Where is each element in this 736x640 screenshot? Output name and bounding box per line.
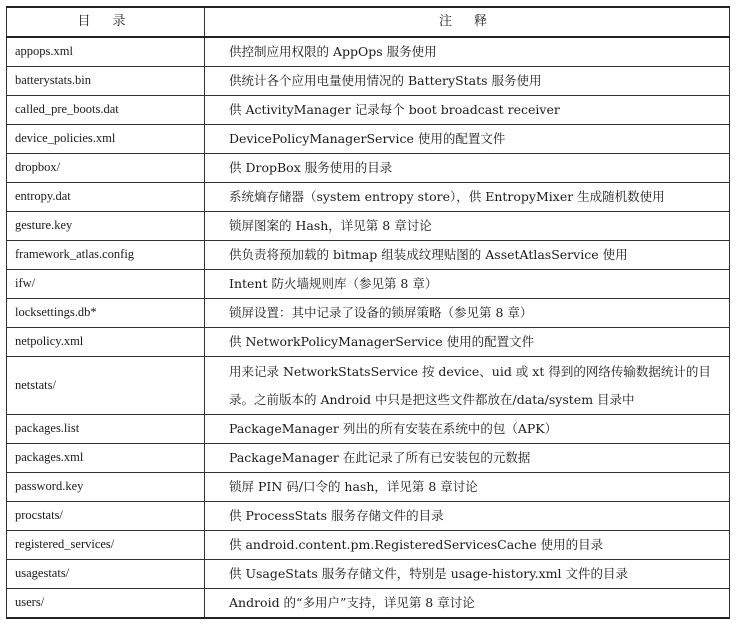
row-note: 用来记录 NetworkStatsService 按 device、uid 或 xt 得到的网络传输数据统计的目录。之前版本的 Android 中只是把这些文件都放在/data/system 目录中 bbox=[205, 357, 730, 415]
row-name: batterystats.bin bbox=[7, 67, 205, 96]
table-row bbox=[7, 270, 730, 299]
row-note: Android 的“多用户”支持，详见第 8 章讨论 bbox=[205, 589, 730, 619]
row-note: 供 ProcessStats 服务存储文件的目录 bbox=[205, 502, 730, 531]
table-row bbox=[7, 299, 730, 328]
row-name: packages.list bbox=[7, 415, 205, 444]
row-name: ifw/ bbox=[7, 270, 205, 299]
row-name: called_pre_boots.dat bbox=[7, 96, 205, 125]
table-row bbox=[7, 560, 730, 589]
row-note: PackageManager 在此记录了所有已安装包的元数据 bbox=[205, 444, 730, 473]
row-name: locksettings.db* bbox=[7, 299, 205, 328]
row-note: 供 ActivityManager 记录每个 boot broadcast receiver bbox=[205, 96, 730, 125]
row-name: dropbox/ bbox=[7, 154, 205, 183]
row-name: gesture.key bbox=[7, 212, 205, 241]
row-note: 供 NetworkPolicyManagerService 使用的配置文件 bbox=[205, 328, 730, 357]
table-row bbox=[7, 96, 730, 125]
table-row bbox=[7, 328, 730, 357]
row-note: 锁屏 PIN 码/口令的 hash，详见第 8 章讨论 bbox=[205, 473, 730, 502]
table-row bbox=[7, 357, 730, 415]
row-name: netstats/ bbox=[7, 357, 205, 415]
row-note: DevicePolicyManagerService 使用的配置文件 bbox=[205, 125, 730, 154]
directory-table bbox=[6, 6, 730, 619]
row-note: 系统熵存储器（system entropy store），供 EntropyMixer 生成随机数使用 bbox=[205, 183, 730, 212]
header-directory: 目录 bbox=[7, 7, 205, 37]
table-row bbox=[7, 183, 730, 212]
row-note: 锁屏设置：其中记录了设备的锁屏策略（参见第 8 章） bbox=[205, 299, 730, 328]
row-note: 供统计各个应用电量使用情况的 BatteryStats 服务使用 bbox=[205, 67, 730, 96]
row-name: registered_services/ bbox=[7, 531, 205, 560]
row-note: 供 DropBox 服务使用的目录 bbox=[205, 154, 730, 183]
row-name: appops.xml bbox=[7, 37, 205, 67]
row-name: usagestats/ bbox=[7, 560, 205, 589]
table-row bbox=[7, 125, 730, 154]
table-row bbox=[7, 415, 730, 444]
table-row bbox=[7, 241, 730, 270]
table-header-row bbox=[7, 7, 730, 37]
row-name: netpolicy.xml bbox=[7, 328, 205, 357]
row-note: PackageManager 列出的所有安装在系统中的包（APK） bbox=[205, 415, 730, 444]
table-row bbox=[7, 67, 730, 96]
row-name: packages.xml bbox=[7, 444, 205, 473]
header-notes: 注释 bbox=[205, 7, 730, 37]
row-name: procstats/ bbox=[7, 502, 205, 531]
row-note: 供负责将预加载的 bitmap 组装成纹理贴图的 AssetAtlasService 使用 bbox=[205, 241, 730, 270]
table-row bbox=[7, 212, 730, 241]
row-name: password.key bbox=[7, 473, 205, 502]
row-name: entropy.dat bbox=[7, 183, 205, 212]
row-note: 供控制应用权限的 AppOps 服务使用 bbox=[205, 37, 730, 67]
table-row bbox=[7, 154, 730, 183]
table-row bbox=[7, 531, 730, 560]
table-row bbox=[7, 473, 730, 502]
row-name: users/ bbox=[7, 589, 205, 619]
table-row bbox=[7, 444, 730, 473]
row-note: 供 android.content.pm.RegisteredServicesCache 使用的目录 bbox=[205, 531, 730, 560]
table-row bbox=[7, 589, 730, 619]
row-note: 供 UsageStats 服务存储文件，特别是 usage-history.xml 文件的目录 bbox=[205, 560, 730, 589]
row-note: 锁屏图案的 Hash，详见第 8 章讨论 bbox=[205, 212, 730, 241]
table-row bbox=[7, 37, 730, 67]
row-note: Intent 防火墙规则库（参见第 8 章） bbox=[205, 270, 730, 299]
row-name: framework_atlas.config bbox=[7, 241, 205, 270]
row-name: device_policies.xml bbox=[7, 125, 205, 154]
table-row bbox=[7, 502, 730, 531]
